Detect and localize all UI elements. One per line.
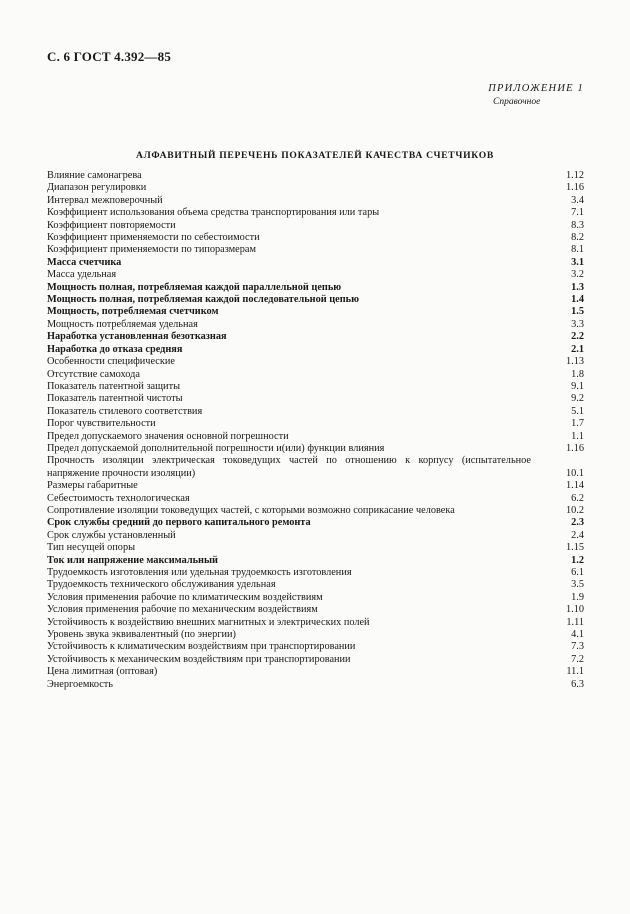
entry-ref: 7.1 bbox=[571, 207, 584, 219]
entry-ref: 9.2 bbox=[571, 393, 584, 405]
index-entry bbox=[47, 517, 584, 529]
entry-term: Масса удельная bbox=[47, 269, 117, 281]
entry-term: Размеры габаритные bbox=[47, 480, 138, 492]
index-entry bbox=[47, 344, 584, 356]
entry-term: Наработка установленная безотказная bbox=[47, 331, 227, 343]
entry-term: Мощность, потребляемая счетчиком bbox=[47, 306, 219, 318]
index-entry bbox=[47, 294, 584, 306]
entry-ref: 8.2 bbox=[571, 232, 584, 244]
entry-term: Срок службы установленный bbox=[47, 529, 176, 541]
entry-ref: 1.14 bbox=[565, 480, 584, 492]
entry-term: Масса счетчика bbox=[47, 256, 122, 268]
index-entry bbox=[47, 306, 584, 318]
entry-ref: 1.2 bbox=[571, 554, 584, 566]
index-entry bbox=[47, 369, 584, 381]
index-entry bbox=[47, 182, 584, 194]
index-entry bbox=[47, 592, 584, 604]
entry-ref: 10.1 bbox=[565, 467, 584, 479]
page-header: С. 6 ГОСТ 4.392—85 bbox=[47, 49, 172, 64]
entry-term: Коэффициент применяемости по типоразмерам bbox=[47, 244, 256, 256]
entry-ref: 1.16 bbox=[565, 442, 584, 454]
entry-term: Показатель стилевого соответствия bbox=[47, 405, 203, 417]
entry-ref: 1.7 bbox=[571, 418, 584, 430]
index-entry bbox=[47, 641, 584, 653]
entry-term: Коэффициент применяемости по себестоимости bbox=[47, 232, 260, 244]
index-entry bbox=[47, 530, 584, 542]
entry-term: Мощность полная, потребляемая каждой последовательной цепью bbox=[47, 294, 359, 306]
entry-term: Показатель патентной чистоты bbox=[47, 393, 183, 405]
entry-ref: 1.4 bbox=[571, 294, 584, 306]
entry-ref: 6.3 bbox=[571, 678, 584, 690]
entry-ref: 11.1 bbox=[566, 666, 584, 678]
entry-ref: 6.1 bbox=[571, 567, 584, 578]
index-entry bbox=[47, 443, 584, 455]
appendix-subtitle: Справочное bbox=[493, 97, 541, 107]
index-entry bbox=[47, 555, 584, 567]
index-entry bbox=[47, 356, 584, 368]
entry-term: Коэффициент повторяемости bbox=[47, 219, 176, 231]
entry-ref: 3.3 bbox=[571, 318, 584, 330]
index-entry bbox=[47, 567, 584, 579]
index-entry bbox=[47, 282, 584, 294]
entry-term: Устойчивость к климатическим воздействиям при транспортировании bbox=[47, 641, 356, 653]
entry-term: Предел допускаемой дополнительной погрешности и(или) функции влияния bbox=[47, 442, 385, 454]
index-entry bbox=[47, 257, 584, 269]
entry-term: Цена лимитная (оптовая) bbox=[47, 666, 158, 678]
index-entry bbox=[47, 617, 584, 629]
entry-ref: 5.1 bbox=[571, 405, 584, 417]
entry-term: Себестоимость технологическая bbox=[47, 492, 190, 504]
entry-term: Ток или напряжение максимальный bbox=[47, 554, 218, 566]
index-entry bbox=[47, 269, 584, 281]
entry-ref: 1.8 bbox=[571, 368, 584, 380]
index-entry bbox=[47, 232, 584, 244]
entry-term: Трудоемкость технического обслуживания удельная bbox=[47, 579, 276, 591]
entry-term: Коэффициент использования объема средства транспортирования или тары bbox=[47, 207, 380, 219]
entry-term: Условия применения рабочие по климатическим воздействиям bbox=[47, 591, 323, 603]
index-entry bbox=[47, 542, 584, 554]
entry-ref: 1.11 bbox=[566, 616, 584, 628]
entry-ref: 4.1 bbox=[571, 629, 584, 641]
index-entry bbox=[47, 244, 584, 256]
entry-term: Устойчивость к механическим воздействиям при транспортировании bbox=[47, 653, 351, 665]
entry-term: Предел допускаемого значения основной погрешности bbox=[47, 430, 289, 442]
entry-ref: 9.1 bbox=[571, 380, 584, 392]
index-entry bbox=[47, 604, 584, 616]
index-entry bbox=[47, 629, 584, 641]
index-entry bbox=[47, 418, 584, 430]
section-title: АЛФАВИТНЫЙ ПЕРЕЧЕНЬ ПОКАЗАТЕЛЕЙ КАЧЕСТВА СЧЕТЧИКОВ bbox=[135, 150, 494, 161]
entry-ref: 2.1 bbox=[571, 343, 584, 355]
index-entry bbox=[47, 207, 584, 219]
appendix-title: ПРИЛОЖЕНИЕ 1 bbox=[488, 83, 584, 94]
entry-ref: 3.1 bbox=[571, 256, 584, 268]
appendix-label bbox=[484, 83, 584, 107]
entry-ref: 8.1 bbox=[571, 244, 584, 256]
entry-term: Срок службы средний до первого капитального ремонта bbox=[47, 517, 311, 529]
index-entry bbox=[47, 493, 584, 505]
index-entry bbox=[47, 195, 584, 207]
entry-term: Показатель патентной защиты bbox=[47, 380, 180, 392]
entry-ref: 2.4 bbox=[571, 529, 584, 541]
entry-ref: 3.5 bbox=[571, 579, 584, 591]
index-entry bbox=[47, 579, 584, 591]
entry-ref: 8.3 bbox=[571, 219, 584, 231]
entry-ref: 3.4 bbox=[571, 194, 584, 206]
index-entry bbox=[47, 455, 584, 480]
entry-term: Мощность полная, потребляемая каждой параллельной цепью bbox=[47, 281, 342, 293]
entry-ref: 1.15 bbox=[565, 542, 584, 554]
entry-ref: 1.12 bbox=[565, 170, 584, 181]
entry-term: Устойчивость к воздействию внешних магнитных и электрических полей bbox=[47, 616, 370, 628]
index-entry bbox=[47, 331, 584, 343]
entry-ref: 1.3 bbox=[571, 281, 584, 293]
entry-ref: 2.3 bbox=[571, 517, 584, 529]
entry-ref: 1.9 bbox=[571, 591, 584, 603]
entry-term: Уровень звука эквивалентный (по энергии) bbox=[47, 629, 236, 641]
entry-ref: 1.10 bbox=[565, 604, 584, 616]
index-entry bbox=[47, 679, 584, 691]
entry-term: Отсутствие самохода bbox=[47, 368, 140, 380]
index-entry bbox=[47, 393, 584, 405]
index-entry bbox=[47, 406, 584, 418]
entry-ref: 7.3 bbox=[571, 641, 584, 653]
index-entry bbox=[47, 505, 584, 517]
index-entry bbox=[47, 431, 584, 443]
entry-term: Особенности специфические bbox=[47, 356, 175, 368]
entry-term: Трудоемкость изготовления или удельная трудоемкость изготовления bbox=[47, 567, 352, 578]
index-list bbox=[47, 170, 584, 691]
index-entry bbox=[47, 220, 584, 232]
entry-ref: 7.2 bbox=[571, 653, 584, 665]
entry-term: Сопротивление изоляции токоведущих частей, с которыми возможно соприкасание человека bbox=[47, 504, 455, 516]
entry-ref: 1.16 bbox=[565, 182, 584, 194]
entry-ref: 2.2 bbox=[571, 331, 584, 343]
entry-term: Энергоемкость bbox=[47, 678, 114, 690]
entry-term: Прочность изоляции электрическая токоведущих частей по отношению к корпусу (испытательное напряжение прочности изоляции) bbox=[47, 455, 531, 479]
entry-ref: 10.2 bbox=[565, 504, 584, 516]
entry-term: Тип несущей опоры bbox=[47, 542, 136, 554]
entry-term: Интервал межповерочный bbox=[47, 194, 163, 206]
entry-ref: 1.1 bbox=[571, 430, 584, 442]
index-entry bbox=[47, 381, 584, 393]
index-entry bbox=[47, 666, 584, 678]
entry-term: Диапазон регулировки bbox=[47, 182, 147, 194]
entry-term: Порог чувствительности bbox=[47, 418, 156, 430]
entry-ref: 1.5 bbox=[571, 306, 584, 318]
entry-ref: 3.2 bbox=[571, 269, 584, 281]
index-entry bbox=[47, 170, 584, 182]
index-entry bbox=[47, 654, 584, 666]
entry-term: Условия применения рабочие по механическим воздействиям bbox=[47, 604, 318, 616]
index-entry bbox=[47, 480, 584, 492]
entry-ref: 1.13 bbox=[565, 356, 584, 368]
entry-ref: 6.2 bbox=[571, 492, 584, 504]
entry-term: Наработка до отказа средняя bbox=[47, 343, 183, 355]
index-entry bbox=[47, 319, 584, 331]
entry-term: Влияние самонагрева bbox=[47, 170, 142, 181]
entry-term: Мощность потребляемая удельная bbox=[47, 318, 198, 330]
